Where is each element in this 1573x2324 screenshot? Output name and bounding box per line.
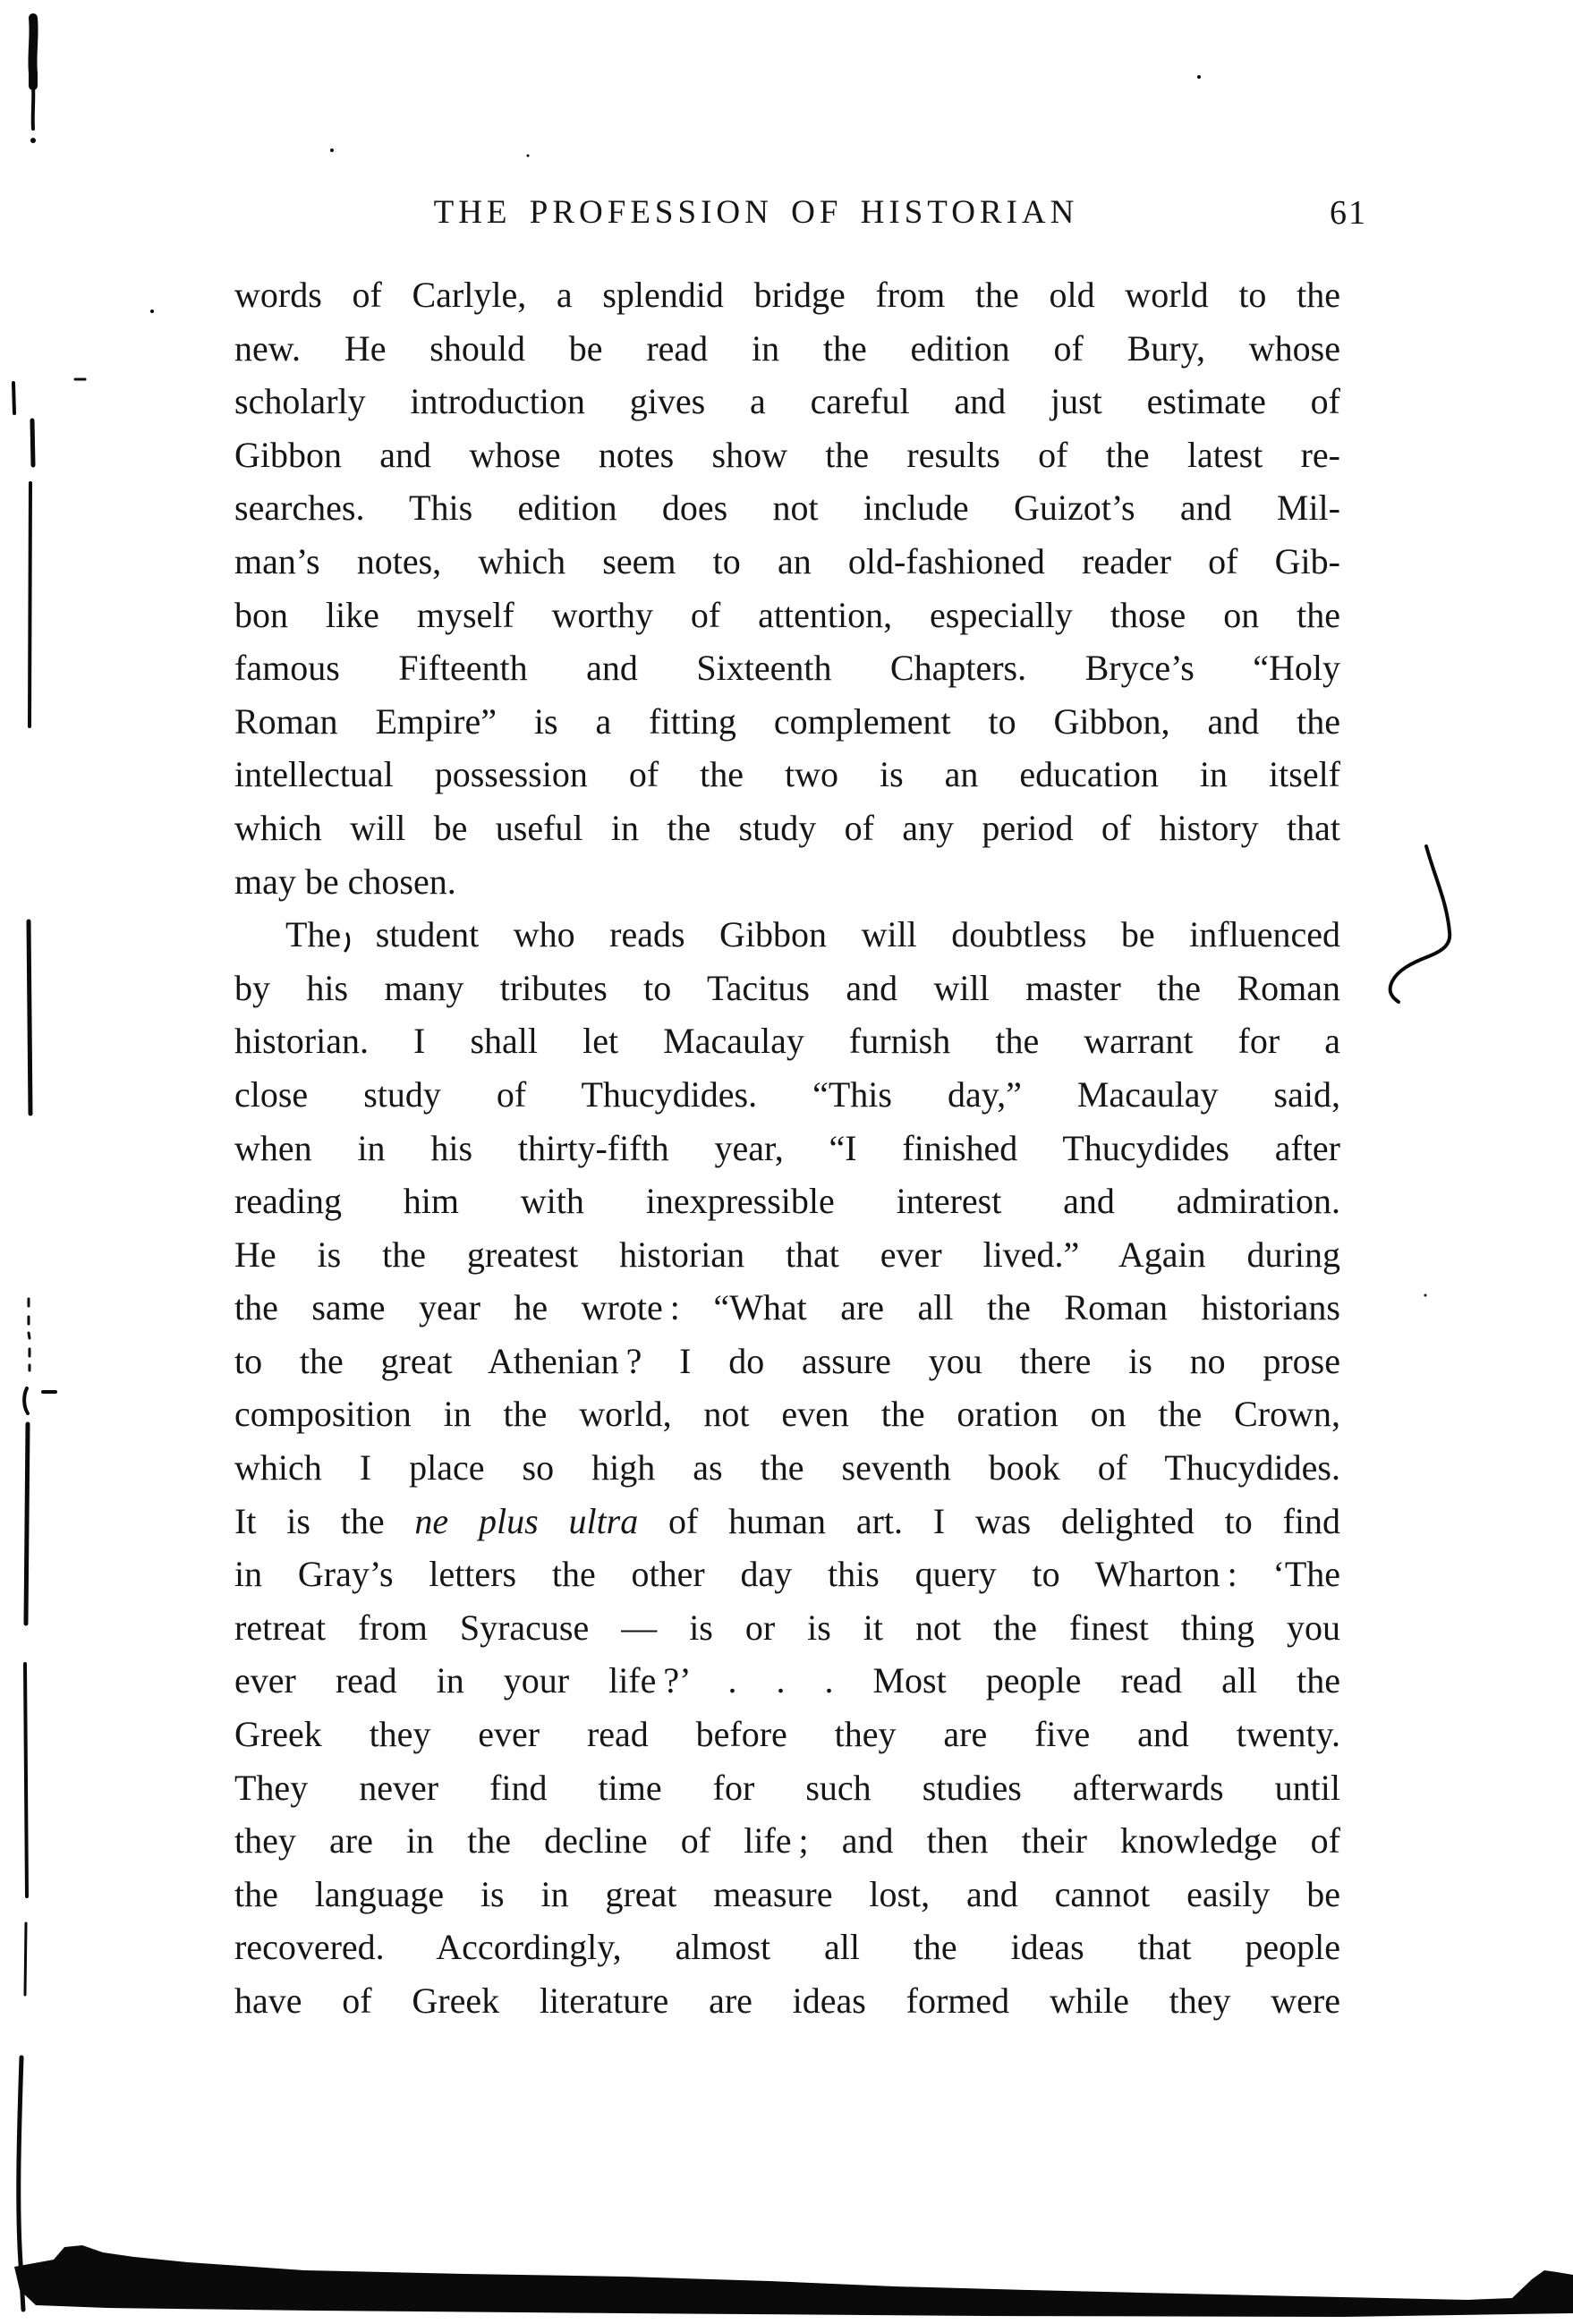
paragraph-1 bbox=[234, 268, 1340, 908]
text-line: they are in the decline of life ; and then their knowledge of bbox=[234, 1820, 1340, 1862]
text-line: new. He should be read in the edition of Bury, whose bbox=[234, 327, 1340, 369]
page-title: THE PROFESSION OF HISTORIAN bbox=[433, 194, 1079, 231]
text-line: by his many tributes to Tacitus and will master the Roman bbox=[234, 967, 1340, 1008]
text-line: searches. This edition does not include Guizot’s and Mil- bbox=[234, 488, 1340, 529]
text-line: historian. I shall let Macaulay furnish the warrant for a bbox=[234, 1021, 1340, 1062]
text-line: man’s notes, which seem to an old-fashioned reader of Gib- bbox=[234, 540, 1340, 581]
text-line: Roman Empire” is a fitting complement to Gibbon, and the bbox=[234, 700, 1340, 742]
text-line: the language is in great measure lost, and cannot easily be bbox=[234, 1873, 1340, 1914]
text-line: ever read in your life ?’ . . . Most people read all the bbox=[234, 1660, 1340, 1701]
ink-blot bbox=[32, 18, 33, 86]
text-line: the same year he wrote : “What are all the Roman historians bbox=[234, 1287, 1340, 1328]
text-segment: of human art. I was delighted to find bbox=[638, 1500, 1340, 1541]
text-line: to the great Athenian ? I do assure you there is no prose bbox=[234, 1340, 1340, 1381]
text-line: scholarly introduction gives a careful and just estimate of bbox=[234, 381, 1340, 422]
text-line: which I place so high as the seventh book of Thucydides. bbox=[234, 1447, 1340, 1489]
text-line: composition in the world, not even the oration on the Crown, bbox=[234, 1394, 1340, 1435]
italic-phrase: ne plus ultra bbox=[414, 1500, 639, 1541]
binding-hook bbox=[24, 1388, 28, 1413]
text-line: intellectual possession of the two is an education in itself bbox=[234, 754, 1340, 795]
text-line: in Gray’s letters the other day this query to Wharton : ‘The bbox=[234, 1554, 1340, 1595]
text-line: The student who reads Gibbon will doubtless be influenced bbox=[285, 914, 1340, 955]
text-line: words of Carlyle, a splendid bridge from the old world to the bbox=[234, 275, 1340, 315]
paragraph-2 bbox=[234, 908, 1340, 2027]
text-line: reading him with inexpressible interest and admiration. bbox=[234, 1181, 1340, 1222]
text-line: recovered. Accordingly, almost all the ideas that people bbox=[234, 1927, 1340, 1968]
text-line: famous Fifteenth and Sixteenth Chapters. Bryce’s “Holy bbox=[234, 648, 1340, 689]
text-line: Greek they ever read before they are five and twenty. bbox=[234, 1714, 1340, 1755]
text-line: have of Greek literature are ideas formed while they were bbox=[234, 1980, 1340, 2021]
text-line: when in his thirty-fifth year, “I finished Thucydides after bbox=[234, 1127, 1340, 1168]
page-body-text bbox=[234, 268, 1340, 2028]
text-line: retreat from Syracuse — is or is it not the finest thing you bbox=[234, 1607, 1340, 1648]
running-head bbox=[234, 191, 1367, 236]
text-line: may be chosen. bbox=[234, 861, 456, 902]
text-line: which will be useful in the study of any period of history that bbox=[234, 807, 1340, 848]
page-number: 61 bbox=[1330, 194, 1367, 232]
pen-stroke-mark bbox=[1390, 846, 1450, 1002]
text-line: close study of Thucydides. “This day,” Macaulay said, bbox=[234, 1073, 1340, 1115]
text-line: He is the greatest historian that ever lived.” Again during bbox=[234, 1234, 1340, 1275]
scan-edge-shadow bbox=[14, 2245, 1573, 2317]
text-line: They never find time for such studies afterwards until bbox=[234, 1767, 1340, 1808]
text-segment: It is the bbox=[234, 1500, 415, 1541]
text-line: Gibbon and whose notes show the results of the latest re- bbox=[234, 434, 1340, 475]
binding-edge-marks bbox=[13, 18, 85, 2310]
text-line: bon like myself worthy of attention, especially those on the bbox=[234, 594, 1340, 635]
text-line-with-italic bbox=[234, 1495, 1340, 1548]
